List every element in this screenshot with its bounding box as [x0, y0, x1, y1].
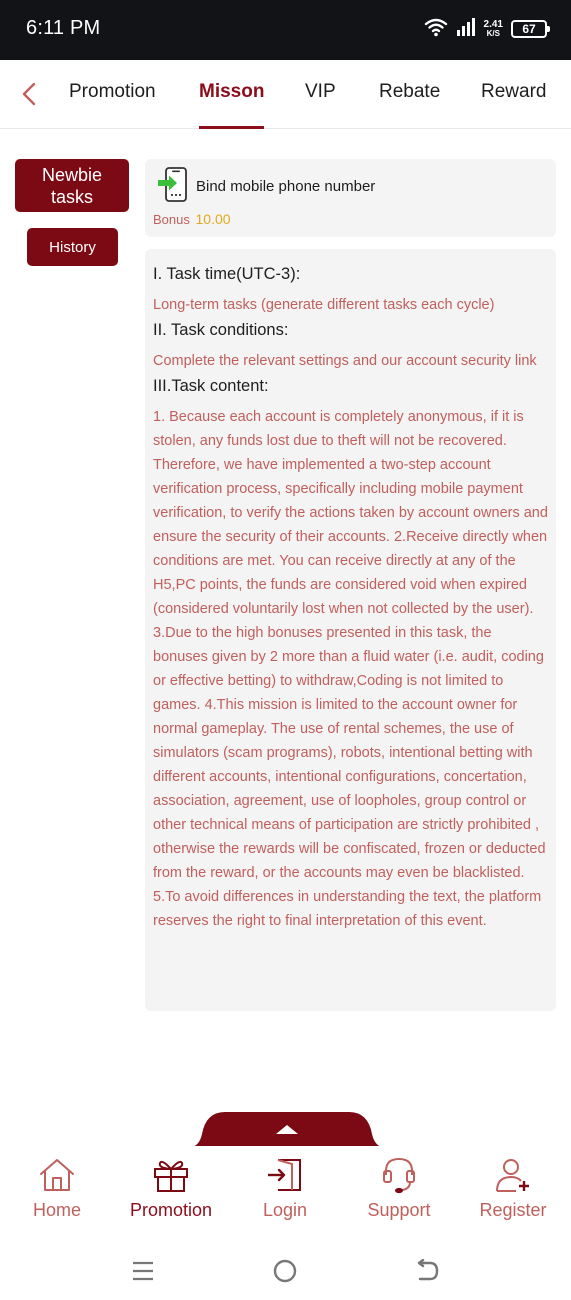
chevron-left-icon: [21, 82, 37, 106]
status-bar: [0, 0, 571, 60]
task-conditions-text: Complete the relevant settings and our account security link: [153, 353, 537, 369]
battery-icon: [511, 20, 547, 38]
nav-support[interactable]: Support: [344, 1156, 454, 1221]
tab-mission[interactable]: Misson: [199, 81, 264, 129]
task-conditions-heading: II. Task conditions:: [153, 321, 289, 339]
task-time-heading: I. Task time(UTC-3):: [153, 265, 301, 283]
task-content-heading: III.Task content:: [153, 377, 269, 395]
tab-vip[interactable]: VIP: [305, 81, 336, 102]
login-icon: [265, 1156, 305, 1194]
task-content-text: 1. Because each account is completely anonymous, if it is stolen, any funds lost due to theft will not be recovered. Therefore, we have implemented a two-step account verification process, specifically including mobile payment verification, to verify the actions taken by account owners and ensure the security of their accounts. 2.Receive directly when conditions are met. You can receive directly at any of the H5,PC points, the funds are considered void when expired (considered voluntarily lost when not collected by the user). 3.Due to the high bonuses presented in this task, the bonuses given by 2 more than a fluid water (i.e. audit, coding or effective betting) to withdraw,Coding is not limited to games. 4.This mission is limited to the account owner for normal gameplay. The use of rental schemes, the use of simulators (scam programs), robots, intentional betting with different accounts, intentional configurations, concertation, association, agreement, use of loopholes, group control or other technical means of participation are strictly prohibited , otherwise the rewards will be confiscated, frozen or deducted from the reward, or the accounts may even be blacklisted. 5.To avoid differences in understanding the text, the platform reserves the right to final interpretation of this event.: [153, 409, 548, 929]
back-arrow-icon[interactable]: [412, 1256, 442, 1286]
bottom-nav: [0, 1146, 571, 1242]
newbie-tasks-button[interactable]: Newbie tasks: [15, 159, 129, 212]
signal-icon: [456, 18, 476, 41]
status-time: 6:11 PM: [26, 17, 101, 39]
home-circle-icon[interactable]: [270, 1256, 300, 1286]
add-user-icon: [493, 1156, 533, 1194]
tab-promotion[interactable]: Promotion: [69, 81, 156, 102]
system-nav-bar: [0, 1242, 571, 1300]
nav-collapse-handle[interactable]: [187, 1112, 387, 1148]
task-description: [145, 249, 556, 1011]
tab-rebate[interactable]: Rebate: [379, 81, 441, 102]
wifi-icon: [424, 17, 448, 42]
task-title: Bind mobile phone number: [196, 178, 376, 195]
history-button[interactable]: History: [27, 228, 118, 266]
tab-bar: [0, 60, 571, 129]
network-speed: 2.41 K/S: [483, 19, 503, 38]
menu-icon[interactable]: [128, 1256, 158, 1286]
status-icons: [424, 16, 547, 42]
nav-login[interactable]: Login: [230, 1156, 340, 1221]
nav-register[interactable]: Register: [458, 1156, 568, 1221]
task-time-text: Long-term tasks (generate different tasks each cycle): [153, 297, 495, 313]
home-icon: [37, 1156, 77, 1194]
nav-promotion[interactable]: Promotion: [116, 1156, 226, 1221]
mobile-phone-icon: [157, 167, 189, 203]
bonus-value: 10.00: [195, 211, 231, 227]
task-card[interactable]: [145, 159, 556, 237]
battery-level: 67: [522, 22, 536, 36]
back-button[interactable]: [14, 78, 44, 110]
gift-icon: [151, 1156, 191, 1194]
tab-reward[interactable]: Reward: [481, 81, 547, 102]
nav-home[interactable]: Home: [2, 1156, 112, 1221]
headset-icon: [379, 1156, 419, 1194]
bonus-label: Bonus: [153, 212, 190, 227]
task-bonus: [153, 211, 231, 227]
